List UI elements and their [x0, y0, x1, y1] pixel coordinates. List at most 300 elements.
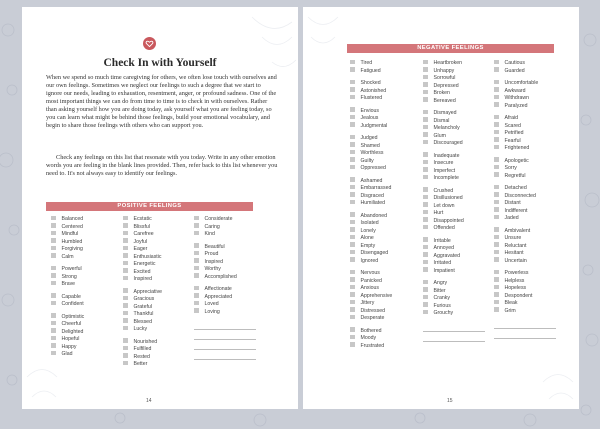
feeling-checkbox-item[interactable] — [423, 210, 487, 218]
checkbox-icon[interactable] — [350, 107, 355, 112]
checkbox-icon[interactable] — [494, 192, 499, 197]
feeling-checkbox-item[interactable] — [494, 60, 558, 68]
feeling-checkbox-item[interactable] — [51, 246, 115, 254]
feeling-checkbox-item[interactable] — [494, 145, 558, 153]
checkbox-icon[interactable] — [194, 231, 199, 236]
checkbox-icon[interactable] — [350, 220, 355, 225]
write-in-line[interactable] — [494, 319, 556, 329]
feeling-checkbox-item[interactable] — [123, 296, 187, 304]
feeling-checkbox-item[interactable] — [350, 95, 414, 103]
feeling-checkbox-item[interactable] — [350, 235, 414, 243]
feeling-checkbox-item[interactable] — [123, 304, 187, 312]
checkbox-icon[interactable] — [51, 351, 56, 356]
feeling-checkbox-item[interactable] — [494, 130, 558, 138]
checkbox-icon[interactable] — [51, 216, 56, 221]
checkbox-icon[interactable] — [350, 300, 355, 305]
feeling-checkbox-item[interactable] — [494, 278, 558, 286]
checkbox-icon[interactable] — [423, 140, 428, 145]
checkbox-icon[interactable] — [494, 130, 499, 135]
feeling-checkbox-item[interactable] — [423, 110, 487, 118]
write-in-line[interactable] — [194, 340, 256, 350]
feeling-checkbox-item[interactable] — [494, 293, 558, 301]
checkbox-icon[interactable] — [350, 292, 355, 297]
checkbox-icon[interactable] — [494, 165, 499, 170]
checkbox-icon[interactable] — [350, 185, 355, 190]
feeling-checkbox-item[interactable] — [194, 301, 258, 309]
feeling-checkbox-item[interactable] — [194, 216, 258, 224]
checkbox-icon[interactable] — [123, 346, 128, 351]
checkbox-icon[interactable] — [51, 238, 56, 243]
checkbox-icon[interactable] — [350, 285, 355, 290]
feeling-checkbox-item[interactable] — [51, 231, 115, 239]
feeling-checkbox-item[interactable] — [350, 300, 414, 308]
feeling-checkbox-item[interactable] — [494, 123, 558, 131]
checkbox-icon[interactable] — [350, 95, 355, 100]
feeling-checkbox-item[interactable] — [494, 208, 558, 216]
checkbox-icon[interactable] — [350, 315, 355, 320]
feeling-checkbox-item[interactable] — [423, 68, 487, 76]
feeling-checkbox-item[interactable] — [51, 344, 115, 352]
feeling-checkbox-item[interactable] — [423, 60, 487, 68]
feeling-checkbox-item[interactable] — [51, 281, 115, 289]
checkbox-icon[interactable] — [350, 200, 355, 205]
feeling-checkbox-item[interactable] — [350, 88, 414, 96]
checkbox-icon[interactable] — [494, 207, 499, 212]
checkbox-icon[interactable] — [494, 307, 499, 312]
feeling-checkbox-item[interactable] — [123, 276, 187, 284]
feeling-checkbox-item[interactable] — [123, 354, 187, 362]
checkbox-icon[interactable] — [423, 125, 428, 130]
checkbox-icon[interactable] — [494, 257, 499, 262]
checkbox-icon[interactable] — [123, 303, 128, 308]
checkbox-icon[interactable] — [494, 300, 499, 305]
feeling-checkbox-item[interactable] — [423, 83, 487, 91]
checkbox-icon[interactable] — [423, 67, 428, 72]
feeling-checkbox-item[interactable] — [423, 195, 487, 203]
checkbox-icon[interactable] — [350, 307, 355, 312]
feeling-checkbox-item[interactable] — [51, 351, 115, 359]
checkbox-icon[interactable] — [423, 245, 428, 250]
checkbox-icon[interactable] — [350, 342, 355, 347]
checkbox-icon[interactable] — [123, 361, 128, 366]
checkbox-icon[interactable] — [494, 157, 499, 162]
checkbox-icon[interactable] — [123, 311, 128, 316]
checkbox-icon[interactable] — [51, 281, 56, 286]
feeling-checkbox-item[interactable] — [194, 286, 258, 294]
checkbox-icon[interactable] — [194, 258, 199, 263]
checkbox-icon[interactable] — [423, 75, 428, 80]
feeling-checkbox-item[interactable] — [350, 250, 414, 258]
checkbox-icon[interactable] — [350, 142, 355, 147]
feeling-checkbox-item[interactable] — [350, 80, 414, 88]
feeling-checkbox-item[interactable] — [350, 228, 414, 236]
feeling-checkbox-item[interactable] — [423, 295, 487, 303]
feeling-checkbox-item[interactable] — [123, 239, 187, 247]
checkbox-icon[interactable] — [350, 227, 355, 232]
checkbox-icon[interactable] — [123, 288, 128, 293]
feeling-checkbox-item[interactable] — [494, 95, 558, 103]
feeling-label: Considerate — [204, 216, 233, 222]
checkbox-icon[interactable] — [51, 231, 56, 236]
checkbox-icon[interactable] — [423, 160, 428, 165]
feeling-checkbox-item[interactable] — [350, 185, 414, 193]
feeling-checkbox-item[interactable] — [123, 246, 187, 254]
checkbox-icon[interactable] — [494, 95, 499, 100]
checkbox-icon[interactable] — [51, 246, 56, 251]
feeling-checkbox-item[interactable] — [423, 98, 487, 106]
feeling-checkbox-item[interactable] — [423, 203, 487, 211]
checkbox-icon[interactable] — [494, 102, 499, 107]
feeling-checkbox-item[interactable] — [51, 239, 115, 247]
checkbox-icon[interactable] — [494, 172, 499, 177]
checkbox-icon[interactable] — [51, 313, 56, 318]
feeling-label: Affectionate — [204, 286, 232, 292]
feeling-checkbox-item[interactable] — [423, 153, 487, 161]
feeling-checkbox-item[interactable] — [423, 133, 487, 141]
feeling-label: Unsure — [504, 235, 522, 241]
checkbox-icon[interactable] — [423, 237, 428, 242]
feeling-checkbox-item[interactable] — [494, 103, 558, 111]
checkbox-icon[interactable] — [423, 90, 428, 95]
feeling-checkbox-item[interactable] — [423, 218, 487, 226]
feeling-checkbox-item[interactable] — [494, 185, 558, 193]
feeling-checkbox-item[interactable] — [350, 343, 414, 351]
feeling-checkbox-item[interactable] — [350, 108, 414, 116]
checkbox-icon[interactable] — [350, 165, 355, 170]
checkbox-icon[interactable] — [123, 238, 128, 243]
feeling-checkbox-item[interactable] — [350, 213, 414, 221]
feeling-checkbox-item[interactable] — [350, 243, 414, 251]
feeling-checkbox-item[interactable] — [350, 135, 414, 143]
feeling-checkbox-item[interactable] — [350, 258, 414, 266]
checkbox-icon[interactable] — [350, 177, 355, 182]
checkbox-icon[interactable] — [423, 210, 428, 215]
checkbox-icon[interactable] — [350, 242, 355, 247]
checkbox-icon[interactable] — [123, 216, 128, 221]
checkbox-icon[interactable] — [494, 285, 499, 290]
feeling-checkbox-item[interactable] — [123, 224, 187, 232]
feeling-label: Forgiving — [61, 246, 83, 252]
feeling-checkbox-item[interactable] — [494, 228, 558, 236]
feeling-checkbox-item[interactable] — [123, 319, 187, 327]
checkbox-icon[interactable] — [350, 327, 355, 332]
checkbox-icon[interactable] — [494, 270, 499, 275]
checkbox-icon[interactable] — [194, 216, 199, 221]
feeling-checkbox-item[interactable] — [494, 250, 558, 258]
checkbox-icon[interactable] — [51, 328, 56, 333]
feeling-checkbox-item[interactable] — [51, 301, 115, 309]
write-in-line[interactable] — [423, 322, 485, 332]
feeling-checkbox-item[interactable] — [423, 238, 487, 246]
checkbox-icon[interactable] — [423, 280, 428, 285]
feeling-checkbox-item[interactable] — [350, 200, 414, 208]
checkbox-icon[interactable] — [494, 115, 499, 120]
feeling-checkbox-item[interactable] — [423, 118, 487, 126]
feeling-checkbox-item[interactable] — [350, 123, 414, 131]
feeling-checkbox-item[interactable] — [423, 280, 487, 288]
checkbox-icon[interactable] — [350, 60, 355, 65]
negative-column — [494, 60, 558, 339]
checkbox-icon[interactable] — [123, 231, 128, 236]
feeling-checkbox-item[interactable] — [194, 294, 258, 302]
checkbox-icon[interactable] — [494, 185, 499, 190]
checkbox-icon[interactable] — [350, 150, 355, 155]
checkbox-icon[interactable] — [423, 267, 428, 272]
checkbox-icon[interactable] — [194, 266, 199, 271]
checkbox-icon[interactable] — [123, 326, 128, 331]
checkbox-icon[interactable] — [51, 293, 56, 298]
feeling-checkbox-item[interactable] — [123, 361, 187, 369]
feeling-checkbox-item[interactable] — [123, 289, 187, 297]
feeling-checkbox-item[interactable] — [51, 321, 115, 329]
feeling-checkbox-item[interactable] — [423, 225, 487, 233]
feeling-checkbox-item[interactable] — [123, 326, 187, 334]
feeling-checkbox-item[interactable] — [494, 68, 558, 76]
feeling-checkbox-item[interactable] — [350, 328, 414, 336]
checkbox-icon[interactable] — [494, 242, 499, 247]
feeling-checkbox-item[interactable] — [494, 115, 558, 123]
checkbox-icon[interactable] — [123, 223, 128, 228]
feeling-checkbox-item[interactable] — [194, 274, 258, 282]
feeling-checkbox-item[interactable] — [350, 270, 414, 278]
checkbox-icon[interactable] — [423, 225, 428, 230]
checkbox-icon[interactable] — [350, 87, 355, 92]
feeling-checkbox-item[interactable] — [350, 165, 414, 173]
feeling-checkbox-item[interactable] — [423, 175, 487, 183]
feeling-checkbox-item[interactable] — [350, 193, 414, 201]
feeling-checkbox-item[interactable] — [350, 150, 414, 158]
checkbox-icon[interactable] — [194, 308, 199, 313]
checkbox-icon[interactable] — [51, 336, 56, 341]
feeling-checkbox-item[interactable] — [123, 254, 187, 262]
checkbox-icon[interactable] — [194, 286, 199, 291]
checkbox-icon[interactable] — [494, 122, 499, 127]
feeling-checkbox-item[interactable] — [51, 224, 115, 232]
feeling-checkbox-item[interactable] — [194, 244, 258, 252]
feeling-checkbox-item[interactable] — [350, 143, 414, 151]
checkbox-icon[interactable] — [350, 235, 355, 240]
feeling-checkbox-item[interactable] — [350, 68, 414, 76]
feeling-checkbox-item[interactable] — [123, 269, 187, 277]
checkbox-icon[interactable] — [423, 252, 428, 257]
checkbox-icon[interactable] — [494, 80, 499, 85]
feeling-checkbox-item[interactable] — [350, 293, 414, 301]
checkbox-icon[interactable] — [123, 268, 128, 273]
feeling-checkbox-item[interactable] — [423, 140, 487, 148]
checkbox-icon[interactable] — [494, 227, 499, 232]
checkbox-icon[interactable] — [494, 60, 499, 65]
write-in-line[interactable] — [194, 350, 256, 360]
checkbox-icon[interactable] — [51, 266, 56, 271]
checkbox-icon[interactable] — [423, 217, 428, 222]
checkbox-icon[interactable] — [494, 250, 499, 255]
checkbox-icon[interactable] — [423, 287, 428, 292]
feeling-checkbox-item[interactable] — [423, 303, 487, 311]
checkbox-icon[interactable] — [423, 187, 428, 192]
feeling-checkbox-item[interactable] — [423, 188, 487, 196]
feeling-checkbox-item[interactable] — [194, 266, 258, 274]
checkbox-icon[interactable] — [494, 200, 499, 205]
feeling-checkbox-item[interactable] — [494, 88, 558, 96]
feeling-checkbox-item[interactable] — [494, 300, 558, 308]
checkbox-icon[interactable] — [51, 321, 56, 326]
feeling-checkbox-item[interactable] — [123, 339, 187, 347]
feeling-checkbox-item[interactable] — [494, 285, 558, 293]
feeling-checkbox-item[interactable] — [423, 125, 487, 133]
checkbox-icon[interactable] — [423, 110, 428, 115]
feeling-checkbox-item[interactable] — [494, 173, 558, 181]
checkbox-icon[interactable] — [194, 293, 199, 298]
checkbox-icon[interactable] — [194, 301, 199, 306]
feeling-checkbox-item[interactable] — [494, 158, 558, 166]
feeling-checkbox-item[interactable] — [194, 309, 258, 317]
feeling-checkbox-item[interactable] — [423, 253, 487, 261]
feeling-checkbox-item[interactable] — [51, 254, 115, 262]
feeling-checkbox-item[interactable] — [350, 285, 414, 293]
feeling-checkbox-item[interactable] — [494, 235, 558, 243]
feeling-checkbox-item[interactable] — [350, 178, 414, 186]
feeling-checkbox-item[interactable] — [51, 294, 115, 302]
feeling-checkbox-item[interactable] — [423, 288, 487, 296]
feeling-checkbox-item[interactable] — [51, 216, 115, 224]
feeling-checkbox-item[interactable] — [350, 158, 414, 166]
checkbox-icon[interactable] — [423, 60, 428, 65]
write-in-line[interactable] — [494, 329, 556, 339]
feeling-checkbox-item[interactable] — [423, 160, 487, 168]
checkbox-icon[interactable] — [51, 273, 56, 278]
checkbox-icon[interactable] — [350, 122, 355, 127]
feeling-checkbox-item[interactable] — [494, 258, 558, 266]
feeling-checkbox-item[interactable] — [423, 90, 487, 98]
checkbox-icon[interactable] — [350, 212, 355, 217]
checkbox-icon[interactable] — [51, 343, 56, 348]
write-in-line[interactable] — [194, 330, 256, 340]
checkbox-icon[interactable] — [423, 97, 428, 102]
checkbox-icon[interactable] — [194, 223, 199, 228]
feeling-checkbox-item[interactable] — [123, 311, 187, 319]
checkbox-icon[interactable] — [494, 235, 499, 240]
checkbox-icon[interactable] — [494, 67, 499, 72]
checkbox-icon[interactable] — [123, 276, 128, 281]
feeling-checkbox-item[interactable] — [423, 260, 487, 268]
feeling-label: Anxious — [360, 285, 379, 291]
feeling-checkbox-item[interactable] — [494, 138, 558, 146]
checkbox-icon[interactable] — [423, 152, 428, 157]
checkbox-icon[interactable] — [123, 296, 128, 301]
checkbox-icon[interactable] — [423, 175, 428, 180]
feeling-checkbox-item[interactable] — [123, 216, 187, 224]
feeling-checkbox-item[interactable] — [194, 224, 258, 232]
feeling-checkbox-item[interactable] — [350, 278, 414, 286]
feeling-checkbox-item[interactable] — [51, 336, 115, 344]
feeling-checkbox-item[interactable] — [350, 335, 414, 343]
checkbox-icon[interactable] — [423, 117, 428, 122]
checkbox-icon[interactable] — [350, 250, 355, 255]
checkbox-icon[interactable] — [423, 82, 428, 87]
checkbox-icon[interactable] — [350, 157, 355, 162]
checkbox-icon[interactable] — [494, 277, 499, 282]
checkbox-icon[interactable] — [350, 277, 355, 282]
feeling-checkbox-item[interactable] — [494, 243, 558, 251]
feeling-checkbox-item[interactable] — [494, 200, 558, 208]
feeling-checkbox-item[interactable] — [350, 60, 414, 68]
checkbox-icon[interactable] — [123, 353, 128, 358]
checkbox-icon[interactable] — [194, 243, 199, 248]
feeling-checkbox-item[interactable] — [123, 231, 187, 239]
checkbox-icon[interactable] — [350, 80, 355, 85]
feeling-checkbox-item[interactable] — [194, 251, 258, 259]
feeling-checkbox-item[interactable] — [123, 346, 187, 354]
feeling-checkbox-item[interactable] — [350, 220, 414, 228]
feeling-checkbox-item[interactable] — [51, 314, 115, 322]
feeling-checkbox-item[interactable] — [194, 259, 258, 267]
checkbox-icon[interactable] — [494, 292, 499, 297]
checkbox-icon[interactable] — [350, 67, 355, 72]
checkbox-icon[interactable] — [350, 115, 355, 120]
checkbox-icon[interactable] — [423, 167, 428, 172]
feeling-checkbox-item[interactable] — [350, 315, 414, 323]
write-in-line[interactable] — [194, 320, 256, 330]
checkbox-icon[interactable] — [494, 137, 499, 142]
checkbox-icon[interactable] — [423, 195, 428, 200]
checkbox-icon[interactable] — [423, 295, 428, 300]
checkbox-icon[interactable] — [350, 335, 355, 340]
feeling-checkbox-item[interactable] — [494, 308, 558, 316]
feeling-checkbox-item[interactable] — [423, 268, 487, 276]
checkbox-icon[interactable] — [494, 87, 499, 92]
feeling-checkbox-item[interactable] — [423, 310, 487, 318]
feeling-checkbox-item[interactable] — [123, 261, 187, 269]
checkbox-icon[interactable] — [494, 215, 499, 220]
checkbox-icon[interactable] — [350, 192, 355, 197]
checkbox-icon[interactable] — [194, 251, 199, 256]
checkbox-icon[interactable] — [350, 135, 355, 140]
checkbox-icon[interactable] — [423, 302, 428, 307]
feeling-checkbox-item[interactable] — [423, 75, 487, 83]
checkbox-icon[interactable] — [350, 257, 355, 262]
feeling-checkbox-item[interactable] — [423, 168, 487, 176]
checkbox-icon[interactable] — [51, 301, 56, 306]
feeling-checkbox-item[interactable] — [51, 329, 115, 337]
checkbox-icon[interactable] — [123, 253, 128, 258]
checkbox-icon[interactable] — [51, 253, 56, 258]
feeling-checkbox-item[interactable] — [494, 215, 558, 223]
checkbox-icon[interactable] — [194, 273, 199, 278]
feeling-checkbox-item[interactable] — [494, 193, 558, 201]
checkbox-icon[interactable] — [123, 338, 128, 343]
feeling-checkbox-item[interactable] — [51, 274, 115, 282]
checkbox-icon[interactable] — [494, 145, 499, 150]
checkbox-icon[interactable] — [123, 261, 128, 266]
checkbox-icon[interactable] — [423, 202, 428, 207]
feeling-checkbox-item[interactable] — [423, 245, 487, 253]
feeling-checkbox-item[interactable] — [350, 115, 414, 123]
checkbox-icon[interactable] — [123, 246, 128, 251]
feeling-checkbox-item[interactable] — [51, 266, 115, 274]
feeling-checkbox-item[interactable] — [350, 308, 414, 316]
checkbox-icon[interactable] — [423, 132, 428, 137]
checkbox-icon[interactable] — [423, 310, 428, 315]
feeling-checkbox-item[interactable] — [194, 231, 258, 239]
feeling-checkbox-item[interactable] — [494, 165, 558, 173]
write-in-line[interactable] — [423, 332, 485, 342]
checkbox-icon[interactable] — [51, 223, 56, 228]
checkbox-icon[interactable] — [423, 260, 428, 265]
checkbox-icon[interactable] — [350, 270, 355, 275]
checkbox-icon[interactable] — [123, 318, 128, 323]
feeling-checkbox-item[interactable] — [494, 80, 558, 88]
feeling-checkbox-item[interactable] — [494, 270, 558, 278]
